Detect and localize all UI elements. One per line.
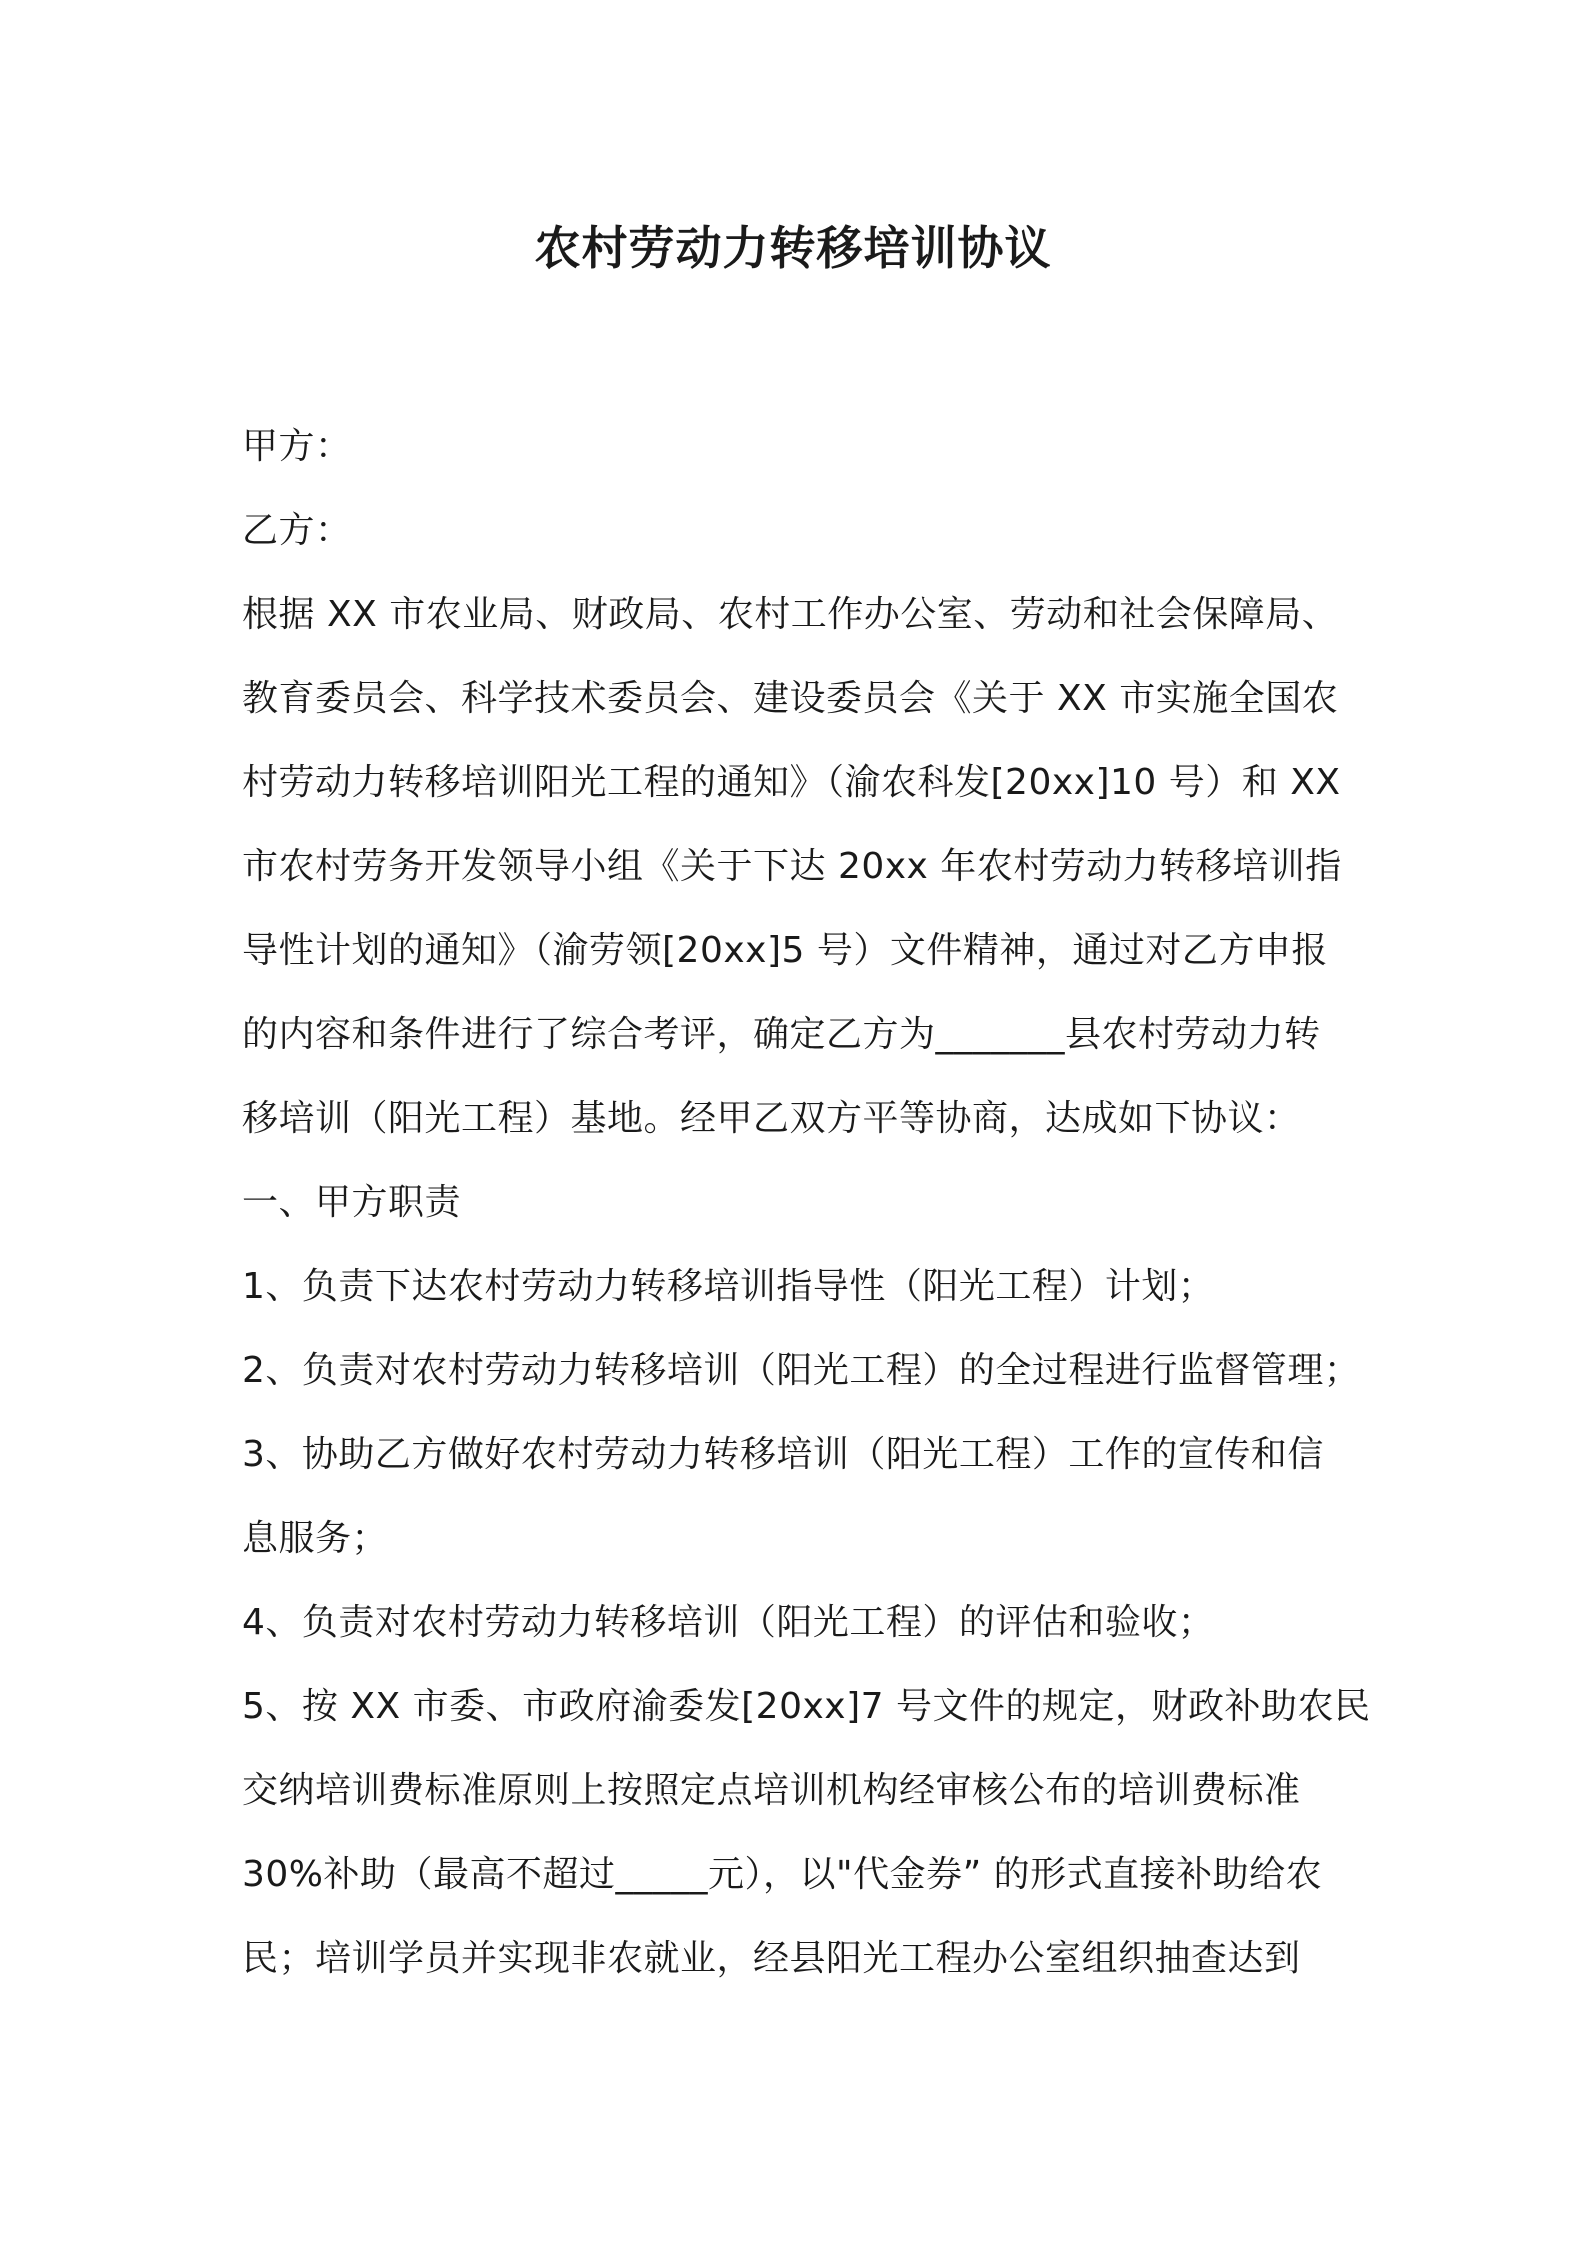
paragraph-line: 村劳动力转移培训阳光工程的通知》（渝农科发[20xx]10 号）和 XX [242,762,1341,803]
list-item: 4、负责对农村劳动力转移培训（阳光工程）的评估和验收； [242,1602,1215,1643]
party-b-line: 乙方： [242,510,352,551]
list-item: 30%补助（最高不超过_____元），以"代金券” 的形式直接补助给农 [242,1854,1323,1895]
paragraph-line: 市农村劳务开发领导小组《关于下达 20xx 年农村劳动力转移培训指 [242,846,1342,887]
paragraph-line: 导性计划的通知》（渝劳领[20xx]5 号）文件精神，通过对乙方申报 [242,930,1328,971]
paragraph-line: 移培训（阳光工程）基地。经甲乙双方平等协商，达成如下协议： [242,1098,1301,1139]
list-item: 民；培训学员并实现非农就业，经县阳光工程办公室组织抽查达到 [242,1938,1301,1979]
paragraph-line: 的内容和条件进行了综合考评，确定乙方为_______县农村劳动力转 [242,1014,1321,1055]
list-item: 交纳培训费标准原则上按照定点培训机构经审核公布的培训费标准 [242,1770,1301,1811]
document-title: 农村劳动力转移培训协议 [534,221,1052,275]
paragraph-line: 根据 XX 市农业局、财政局、农村工作办公室、劳动和社会保障局、 [242,594,1339,635]
list-item: 1、负责下达农村劳动力转移培训指导性（阳光工程）计划； [242,1266,1215,1307]
list-item: 息服务； [242,1518,389,1559]
list-item: 5、按 XX 市委、市政府渝委发[20xx]7 号文件的规定，财政补助农民 [242,1686,1371,1727]
party-a-line: 甲方： [242,426,352,467]
list-item: 3、协助乙方做好农村劳动力转移培训（阳光工程）工作的宣传和信 [242,1434,1324,1475]
paragraph-line: 教育委员会、科学技术委员会、建设委员会《关于 XX 市实施全国农 [242,678,1339,719]
section-heading: 一、甲方职责 [242,1182,462,1223]
document-body [242,405,1382,2001]
list-item: 2、负责对农村劳动力转移培训（阳光工程）的全过程进行监督管理； [242,1350,1361,1391]
